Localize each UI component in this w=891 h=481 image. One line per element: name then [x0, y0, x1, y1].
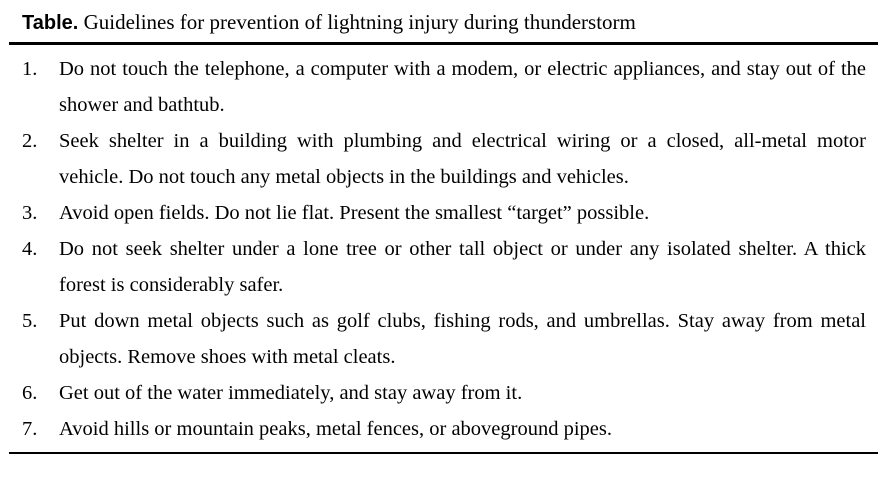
guideline-text: Do not seek shelter under a lone tree or other tall object or under any isolated shelter. A thick forest is considerably safer. [59, 238, 866, 296]
guideline-number: 2. [22, 130, 38, 152]
guideline-text: Avoid open fields. Do not lie flat. Present the smallest “target” possible. [59, 202, 650, 224]
guideline-item [9, 195, 878, 231]
guideline-number: 3. [22, 202, 38, 224]
guideline-list [9, 45, 878, 447]
guideline-item [9, 51, 878, 123]
bottom-rule [9, 452, 878, 454]
guideline-item [9, 303, 878, 375]
guideline-number: 4. [22, 238, 38, 260]
guideline-item [9, 123, 878, 195]
guideline-number: 1. [22, 58, 38, 80]
guideline-number: 5. [22, 310, 38, 332]
table-caption-label: Table. [22, 12, 79, 34]
table-caption [9, 8, 878, 38]
guideline-text: Put down metal objects such as golf clubs, fishing rods, and umbrellas. Stay away from metal objects. Remove shoes with metal cleats. [59, 310, 866, 368]
guideline-text: Avoid hills or mountain peaks, metal fences, or aboveground pipes. [59, 418, 612, 440]
guideline-text: Seek shelter in a building with plumbing and electrical wiring or a closed, all-metal motor vehicle. Do not touch any metal objects in the buildings and vehicles. [59, 130, 866, 188]
guideline-number: 7. [22, 418, 38, 440]
guideline-number: 6. [22, 382, 38, 404]
guideline-item [9, 411, 878, 447]
guideline-text: Do not touch the telephone, a computer with a modem, or electric appliances, and stay out of the shower and bathtub. [59, 58, 866, 116]
guideline-item [9, 375, 878, 411]
guideline-item [9, 231, 878, 303]
guidelines-table [9, 8, 878, 454]
table-caption-text: Guidelines for prevention of lightning injury during thunderstorm [83, 10, 636, 34]
guideline-text: Get out of the water immediately, and stay away from it. [59, 382, 523, 404]
